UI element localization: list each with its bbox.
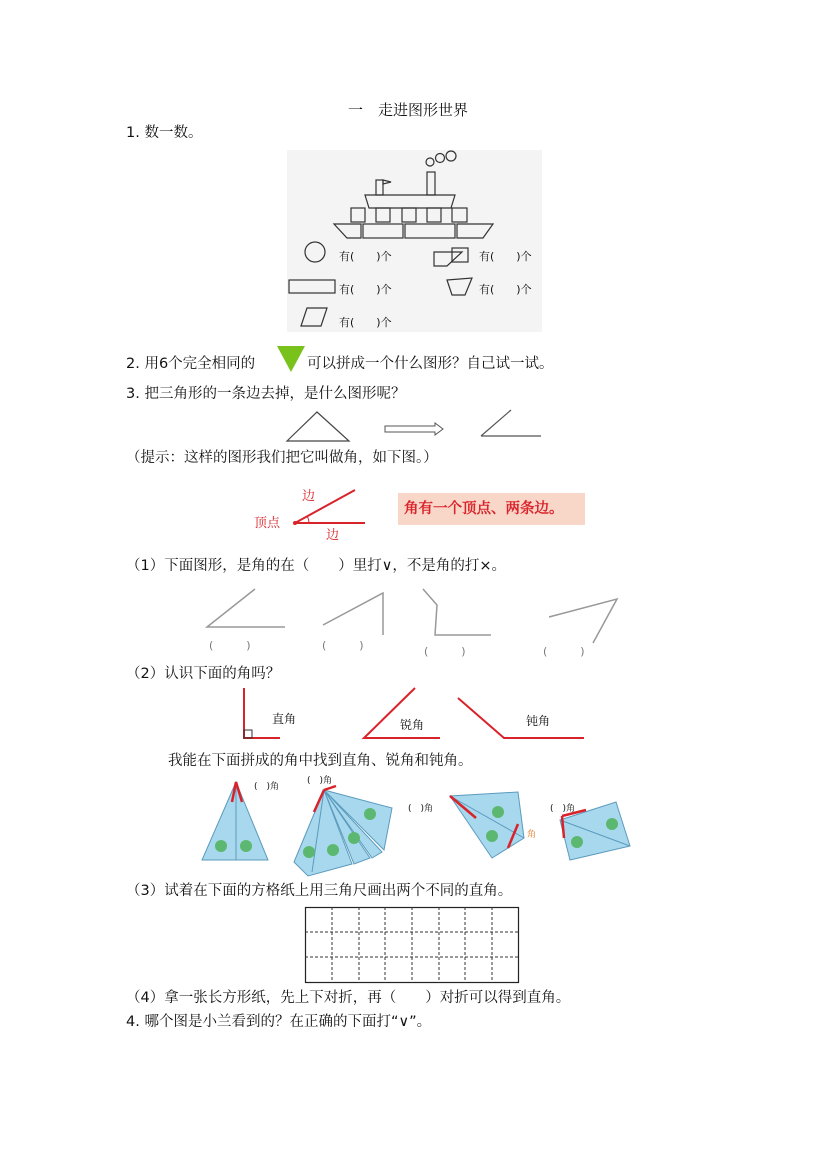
q2-prefix: 2. 用6个完全相同的	[126, 356, 256, 372]
sub3-text: （3）试着在下面的方格纸上用三角尺画出两个不同的直角。	[126, 883, 513, 899]
ship-drawing	[287, 150, 542, 332]
grid-paper[interactable]	[305, 907, 519, 983]
q1-text: 1. 数一数。	[126, 125, 203, 141]
q2-suffix: 可以拼成一个什么图形？自己试一试。	[307, 356, 554, 372]
angle-vertex-label: 顶点	[254, 516, 281, 531]
q1-count-label: 有( )个	[479, 283, 532, 296]
figure-1	[202, 782, 268, 860]
sub1-answer-paren[interactable]: ( )	[424, 645, 466, 658]
triangle-to-angle-diagram	[285, 408, 555, 443]
sub1-answer-paren[interactable]: ( )	[209, 639, 251, 652]
green-triangle-icon	[277, 346, 305, 372]
acute-angle-label: 锐角	[400, 718, 425, 732]
angle-blank-label[interactable]: ( )角	[254, 782, 280, 792]
figure-2	[294, 786, 392, 876]
q1-count-label: 有( )个	[479, 250, 532, 263]
angle-definition-box	[398, 493, 585, 525]
combined-triangles-figure	[196, 780, 646, 880]
sub2-text: （2）认识下面的角吗？	[126, 666, 281, 682]
page-title: 一 走进图形世界	[348, 101, 469, 119]
q1-ship-photo	[287, 150, 542, 332]
sub2-find-text: 我能在下面拼成的角中找到直角、锐角和钝角。	[168, 753, 473, 769]
sub1-text: （1）下面图形，是角的在（ ）里打∨，不是角的打×。	[126, 558, 506, 574]
q1-count-label: 有( )个	[339, 250, 392, 263]
sub1-answer-paren[interactable]: ( )	[543, 645, 585, 658]
right-angle-label: 直角	[272, 712, 297, 726]
angle-side-label: 角	[527, 830, 537, 840]
sub1-answer-paren[interactable]: ( )	[322, 639, 364, 652]
angle-side-label: 边	[302, 489, 316, 504]
angle-blank-label[interactable]: ( )角	[408, 804, 434, 814]
figure-3	[450, 792, 524, 858]
q3-text: 3. 把三角形的一条边去掉，是什么图形呢？	[126, 386, 406, 402]
q4-text: 4. 哪个图是小兰看到的？在正确的下面打“∨”。	[126, 1014, 432, 1030]
sub1-shapes	[205, 587, 645, 639]
angle-blank-label[interactable]: ( )角	[550, 804, 576, 814]
q3-hint: （提示：这样的图形我们把它叫做角，如下图。）	[126, 450, 438, 466]
obtuse-angle-label: 钝角	[526, 714, 551, 728]
angle-definition-text: 角有一个顶点、两条边。	[404, 501, 564, 517]
angle-side-label: 边	[326, 528, 340, 543]
angle-blank-label[interactable]: ( )角	[307, 776, 333, 786]
sub4-text: （4）拿一张长方形纸，先上下对折，再（ ）对折可以得到直角。	[126, 990, 571, 1006]
q1-count-label: 有( )个	[339, 283, 392, 296]
q1-count-label: 有( )个	[339, 316, 392, 329]
